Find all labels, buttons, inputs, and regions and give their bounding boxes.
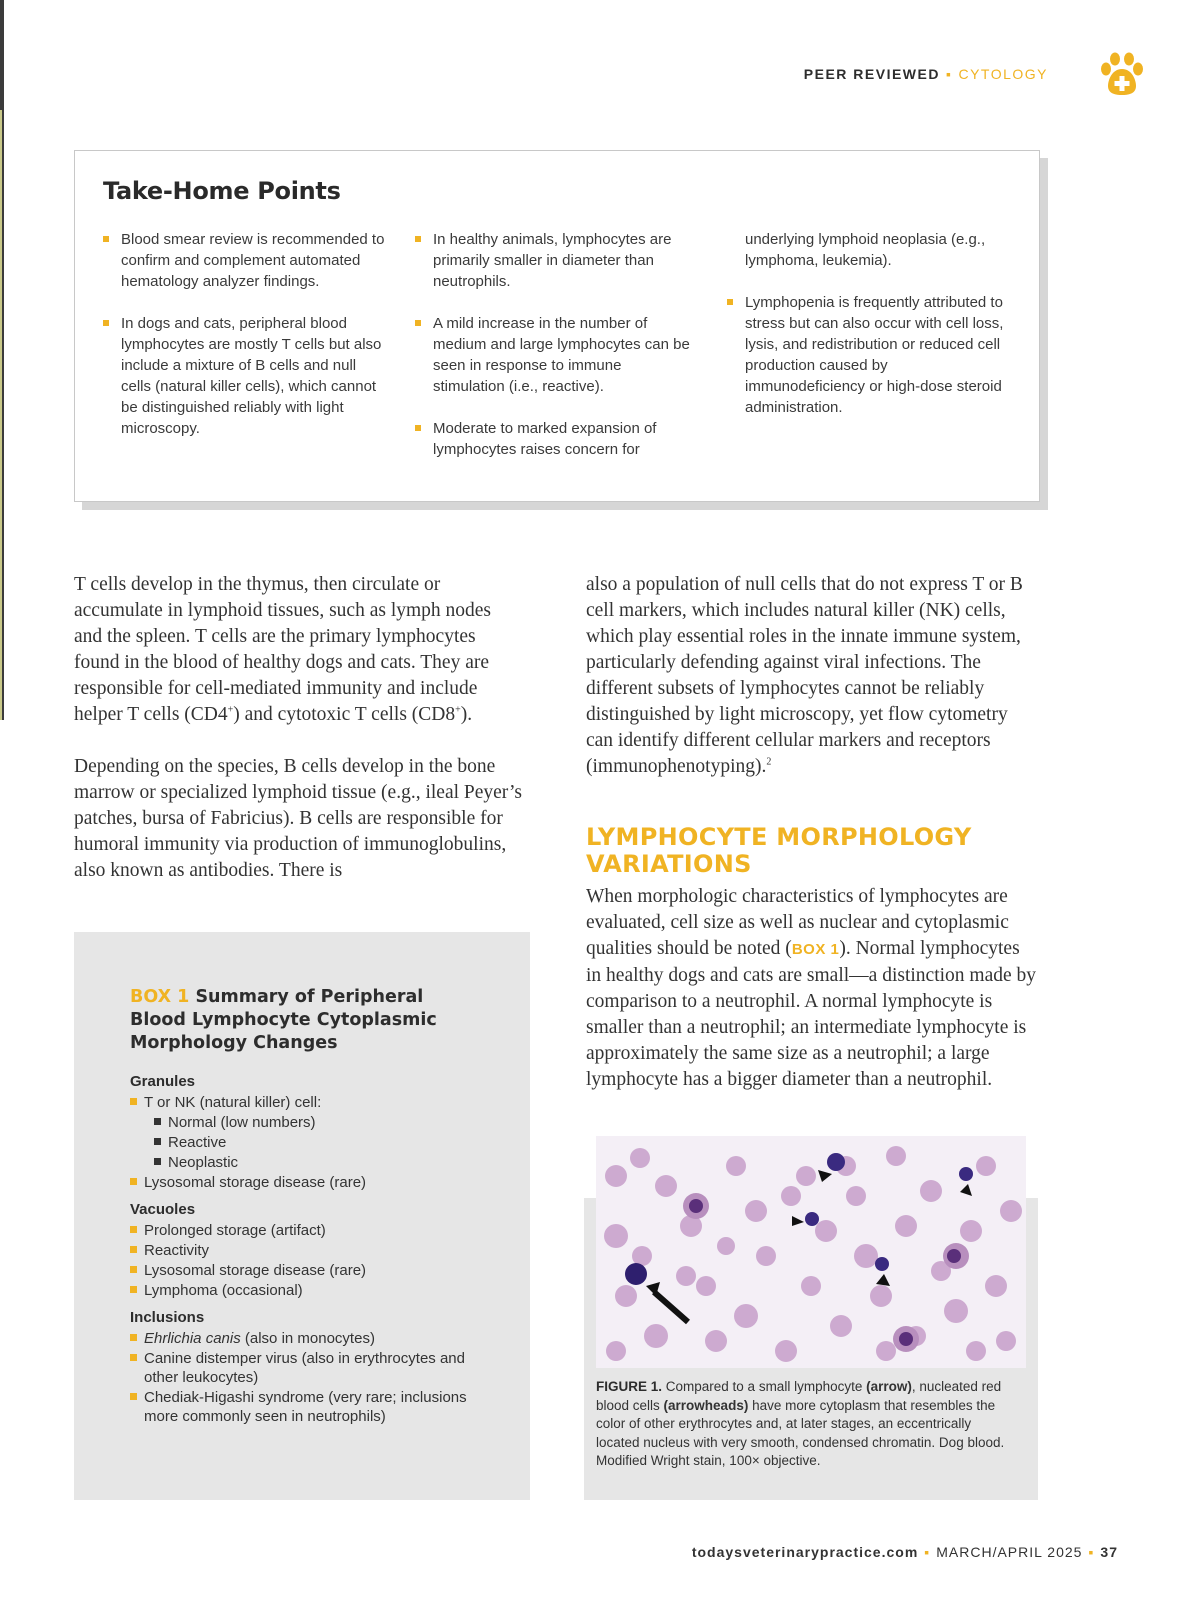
- take-home-column-2: [415, 229, 697, 481]
- list-item: [130, 1329, 470, 1348]
- take-home-point: [103, 313, 385, 439]
- bullet-square-icon: [130, 1266, 137, 1273]
- bullet-square-icon: [727, 299, 733, 305]
- bullet-square-icon: [415, 425, 421, 431]
- body-column-right-bottom: [586, 884, 1038, 1119]
- body-text: T cells develop in the thymus, then circulate or accumulate in lymphoid tissues, such as lymph nodes and the spleen. T cells are the primary lymphocytes found in the blood of healthy dogs and cats. They are responsible for cell-mediated immunity and include helper T cells (CD4: [74, 574, 492, 725]
- blood-smear-micrograph: [596, 1136, 1026, 1368]
- list-item-text: Lysosomal storage disease (rare): [144, 1174, 367, 1191]
- take-home-points-box: [74, 150, 1040, 502]
- header-section: PEER REVIEWED: [803, 66, 940, 82]
- bullet-square-icon: [154, 1118, 161, 1125]
- footer-separator: ▪: [924, 1544, 931, 1560]
- bullet-square-icon: [130, 1178, 137, 1185]
- list-item-text: Chediak-Higashi syndrome (very rare; inclusions more commonly seen in neutrophils): [144, 1389, 467, 1425]
- list-item-text: Normal (low numbers): [168, 1114, 316, 1131]
- body-text: ). Normal lymphocytes in healthy dogs and cats are small—a distinction made by comparison to a neutrophil. A normal lymphocyte is smaller than a neutrophil; an intermediate lymphocyte is approximately the same size as a neutrophil; a large lymphocyte has a bigger diameter than a neutrophil.: [586, 938, 1037, 1090]
- body-text: also a population of null cells that do not express T or B cell markers, which includes natural killer (NK) cells, which play essential roles in the innate immune system, particularly defending against viral infections. The different subsets of lymphocytes cannot be reliably distinguished by light microscopy, yet flow cytometry can identify different cellular markers and receptors (immunophenotyping).: [586, 574, 1023, 777]
- bullet-square-icon: [103, 320, 109, 326]
- sub-list-item: [130, 1113, 470, 1132]
- bullet-square-icon: [130, 1393, 137, 1400]
- footer-separator: ▪: [1088, 1544, 1095, 1560]
- list-item: [130, 1093, 470, 1112]
- bullet-square-icon: [415, 236, 421, 242]
- box-1-title: [130, 986, 460, 1055]
- page-number: 37: [1100, 1544, 1118, 1560]
- body-paragraph: [586, 884, 1038, 1093]
- caption-text: Compared to a small lymphocyte: [662, 1379, 867, 1394]
- footer-issue: MARCH/APRIL 2025: [936, 1544, 1083, 1560]
- take-home-point-text: Blood smear review is recommended to confirm and complement automated hematology analyzer findings.: [121, 231, 385, 290]
- body-paragraph: [586, 572, 1036, 780]
- bullet-square-icon: [130, 1226, 137, 1233]
- take-home-point-text: A mild increase in the number of medium and large lymphocytes can be seen in response to immune stimulation (i.e., reactive).: [433, 315, 690, 395]
- figure-label: FIGURE 1.: [596, 1379, 663, 1394]
- body-text: ).: [460, 704, 473, 725]
- bullet-square-icon: [154, 1138, 161, 1145]
- take-home-point: [415, 418, 697, 460]
- body-text: ) and cytotoxic T cells (CD8: [233, 704, 456, 725]
- body-paragraph: [74, 572, 524, 728]
- caption-bold: (arrow): [866, 1379, 912, 1394]
- bullet-square-icon: [154, 1158, 161, 1165]
- sub-list-item: [130, 1133, 470, 1152]
- take-home-point-continued: [727, 229, 1009, 271]
- page-edge-rule-tint: [0, 110, 2, 720]
- list-item: [130, 1241, 470, 1260]
- take-home-point-text: underlying lymphoid neoplasia (e.g., lymphoma, leukemia).: [745, 231, 986, 269]
- bullet-square-icon: [130, 1246, 137, 1253]
- take-home-point-text: In healthy animals, lymphocytes are primarily smaller in diameter than neutrophils.: [433, 231, 672, 290]
- granules-heading: Granules: [130, 1073, 196, 1090]
- body-column-right-top: [586, 572, 1036, 806]
- take-home-point-text: In dogs and cats, peripheral blood lymphocytes are mostly T cells but also include a mixture of B cells and null cells (natural killer cells), which cannot be distinguished reliably with light microscopy.: [121, 315, 382, 437]
- list-item: [130, 1173, 470, 1192]
- running-footer: [692, 1544, 1118, 1560]
- list-item-text: Lysosomal storage disease (rare): [144, 1262, 367, 1279]
- list-item-text: Reactivity: [144, 1242, 210, 1259]
- take-home-column-1: [103, 229, 385, 460]
- list-item: [130, 1281, 470, 1300]
- footer-site-link[interactable]: todaysveterinarypractice.com: [691, 1544, 919, 1560]
- caption-text: have more cytoplasm that resembles the color of other erythrocytes and, at later stages, an eccentrically located nucleus with very smooth, condensed chromatin. Dog blood. Modified Wright stain, 100× objective.: [596, 1397, 1005, 1468]
- list-item-text: Canine distemper virus (also in erythrocytes and other leukocytes): [144, 1350, 465, 1386]
- bullet-square-icon: [130, 1334, 137, 1341]
- body-text: When morphologic characteristics of lymphocytes are evaluated, cell size as well as nuclear and cytoplasmic qualities should be noted (: [586, 886, 1009, 959]
- list-item: [130, 1388, 470, 1426]
- body-column-left: [74, 572, 524, 910]
- header-separator: ▪: [945, 66, 953, 82]
- superscript: +: [227, 704, 234, 716]
- box-1-title-text: Summary of Peripheral Blood Lymphocyte Cytoplasmic Morphology Changes: [130, 987, 437, 1053]
- bullet-square-icon: [130, 1098, 137, 1105]
- figure-caption: [596, 1378, 1016, 1471]
- list-item-text: (also in monocytes): [240, 1330, 375, 1347]
- take-home-column-3: [727, 229, 1009, 439]
- list-item-text: Lymphoma (occasional): [144, 1282, 303, 1299]
- box-1-content: [130, 1072, 470, 1427]
- caption-text: , nucleated red blood cells: [596, 1379, 1002, 1413]
- bullet-square-icon: [130, 1286, 137, 1293]
- list-item: [130, 1261, 470, 1280]
- inclusions-heading: Inclusions: [130, 1309, 205, 1326]
- list-item-text: Neoplastic: [168, 1154, 239, 1171]
- box-1-tag: BOX 1: [130, 987, 190, 1007]
- sub-list-item: [130, 1153, 470, 1172]
- take-home-title: Take-Home Points: [103, 177, 341, 205]
- caption-bold: (arrowheads): [663, 1397, 749, 1413]
- list-item-text: T or NK (natural killer) cell:: [144, 1094, 322, 1111]
- take-home-point-text: Moderate to marked expansion of lymphocytes raises concern for: [433, 420, 657, 458]
- list-item: [130, 1221, 470, 1240]
- bullet-square-icon: [130, 1354, 137, 1361]
- box-1-reference-link[interactable]: BOX 1: [791, 941, 840, 958]
- take-home-point-text: Lymphopenia is frequently attributed to stress but can also occur with cell loss, lysis, and redistribution or reduced cell production caused by immunodeficiency or high-dose steroid administration.: [745, 294, 1004, 416]
- take-home-point: [727, 292, 1009, 418]
- bullet-square-icon: [415, 320, 421, 326]
- list-item: [130, 1349, 470, 1387]
- header-category: CYTOLOGY: [958, 66, 1048, 82]
- list-item-italic: Ehrlichia canis: [144, 1330, 241, 1347]
- vacuoles-heading: Vacuoles: [130, 1201, 196, 1218]
- body-paragraph: Depending on the species, B cells develop in the bone marrow or specialized lymphoid tissue (e.g., ileal Peyer’s patches, bursa of Fabricius). B cells are responsible for humoral immunity via production of immunoglobulins, also known as antibodies. There is: [74, 756, 523, 881]
- take-home-point: [415, 229, 697, 292]
- list-item-text: Reactive: [168, 1134, 227, 1151]
- paw-plus-icon: [1098, 50, 1146, 98]
- box-1-sidebar: [74, 932, 530, 1500]
- section-heading: LYMPHOCYTE MORPHOLOGY VARIATIONS: [586, 823, 972, 878]
- take-home-point: [415, 313, 697, 397]
- superscript: +: [455, 704, 461, 716]
- running-header: [804, 66, 1048, 82]
- bullet-square-icon: [103, 236, 109, 242]
- list-item-text: Prolonged storage (artifact): [144, 1222, 326, 1239]
- reference-superscript: 2: [766, 756, 772, 768]
- take-home-point: [103, 229, 385, 292]
